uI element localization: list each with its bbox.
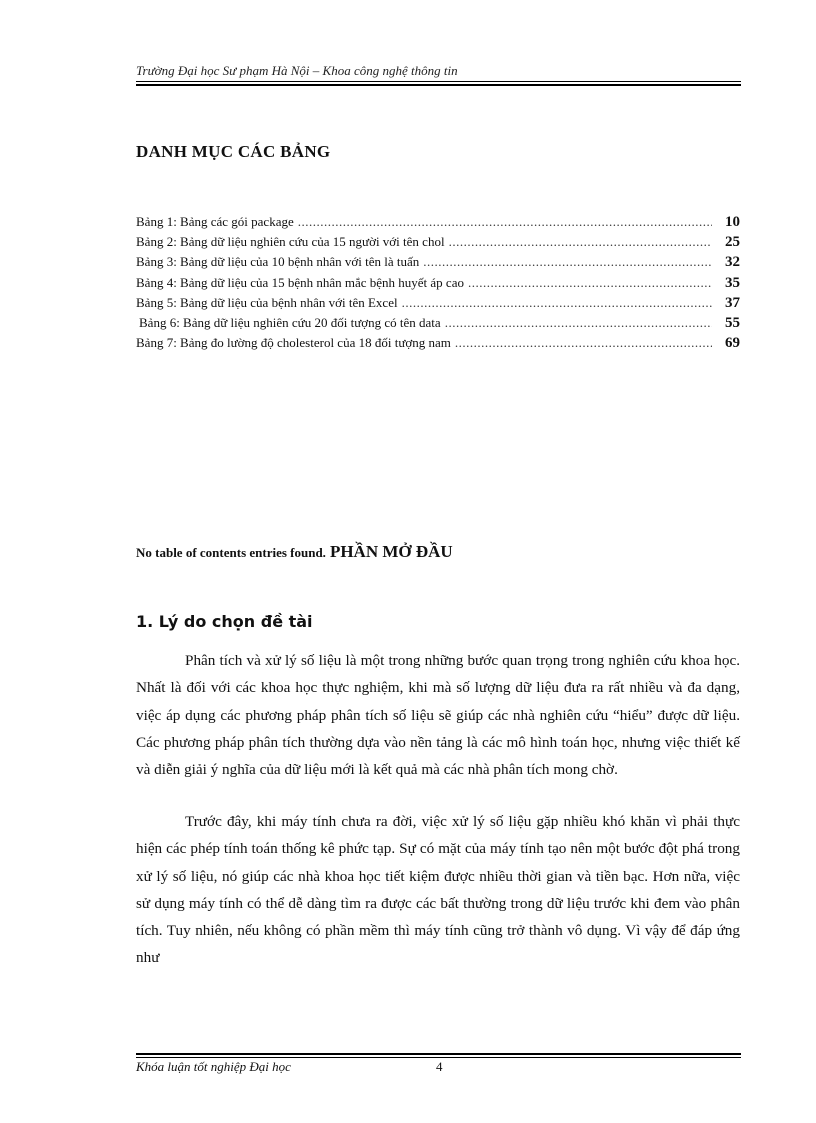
entry-label: Bảng 4: Bảng dữ liệu của 15 bệnh nhân mắc bệnh huyết áp cao [136,274,464,290]
entry-label: Bảng 3: Bảng dữ liệu của 10 bệnh nhân với tên là tuấn [136,254,420,270]
table-list-entry[interactable] [136,295,740,315]
entry-page: 69 [725,335,740,352]
dot-leader [423,254,712,270]
dot-leader [402,295,712,311]
footer-rule-thick [136,1053,741,1055]
dot-leader [455,335,712,351]
entry-label: Bảng 5: Bảng dữ liệu của bệnh nhân với tên Excel [136,294,398,310]
entry-page: 32 [725,254,740,271]
header-rule-thick [136,84,741,86]
dot-leader [298,214,712,230]
entry-page: 25 [725,234,740,251]
table-list-entry[interactable] [136,335,740,355]
table-list-entry[interactable] [136,315,740,335]
entry-page: 37 [725,294,740,311]
table-list-entry[interactable] [136,234,740,254]
entry-label: Bảng 1: Bảng các gói package [136,214,294,229]
entry-label: Bảng 2: Bảng dữ liệu nghiên cứu của 15 người với tên chol [136,234,445,250]
table-list-title: DANH MỤC CÁC BẢNG [136,142,331,161]
table-list-entry[interactable] [136,275,740,295]
table-list-entry[interactable] [136,254,740,274]
table-list [136,214,740,355]
section-heading: 1. Lý do chọn đề tài [136,612,313,631]
entry-label: Bảng 7: Bảng đo lường độ cholesterol của 18 đối tượng nam [136,335,451,351]
entry-page: 55 [725,314,740,331]
dot-leader [468,275,712,291]
page-footer: Khóa luận tốt nghiệp Đại học [136,1059,291,1074]
table-list-entry[interactable] [136,214,740,234]
entry-page: 10 [725,214,740,230]
page-number: 4 [436,1059,443,1074]
body-paragraph: Phân tích và xử lý số liệu là một trong những bước quan trọng trong nghiên cứu khoa học. Nhất là đối với các khoa học thực nghiệm, khi mà số lượng dữ liệu đưa ra rất nhiều và đa dạng, việc áp dụng các phương pháp phân tích số liệu sẽ giúp các nhà nghiên cứu “hiểu” được dữ liệu. Các phương pháp phân tích thường dựa vào nền tảng là các mô hình toán học, nhưng việc thiết kế và diễn giải ý nghĩa của dữ liệu mới là kết quả mà các nhà phân tích mong chờ. [136,652,740,779]
entry-page: 35 [725,274,740,291]
dot-leader [449,234,712,250]
footer-rule-thin [136,1057,741,1058]
page-header: Trường Đại học Sư phạm Hà Nội – Khoa công nghệ thông tin [136,63,458,78]
toc-notice-line [136,542,453,562]
dot-leader [445,315,712,331]
toc-notice: No table of contents entries found. [136,545,326,560]
entry-label: Bảng 6: Bảng dữ liệu nghiên cứu 20 đối tượng có tên data [139,314,441,330]
body-paragraph: Trước đây, khi máy tính chưa ra đời, việc xử lý số liệu gặp nhiều khó khăn vì phải thực hiện các phép tính toán thống kê phức tạp. Sự có mặt của máy tính tạo nên một bước đột phá trong xử lý số liệu, nó giúp các nhà khoa học tiết kiệm được nhiều thời gian và tiền bạc. Hơn nữa, việc sử dụng máy tính có thể dễ dàng tìm ra được các bất thường trong dữ liệu trước khi đem vào phân tích. Tuy nhiên, nếu không có phần mềm thì máy tính cũng trở thành vô dụng. Vì vậy để đáp ứng như [136,813,740,967]
part-title: PHẦN MỞ ĐẦU [329,542,453,561]
header-rule-thin [136,81,741,82]
